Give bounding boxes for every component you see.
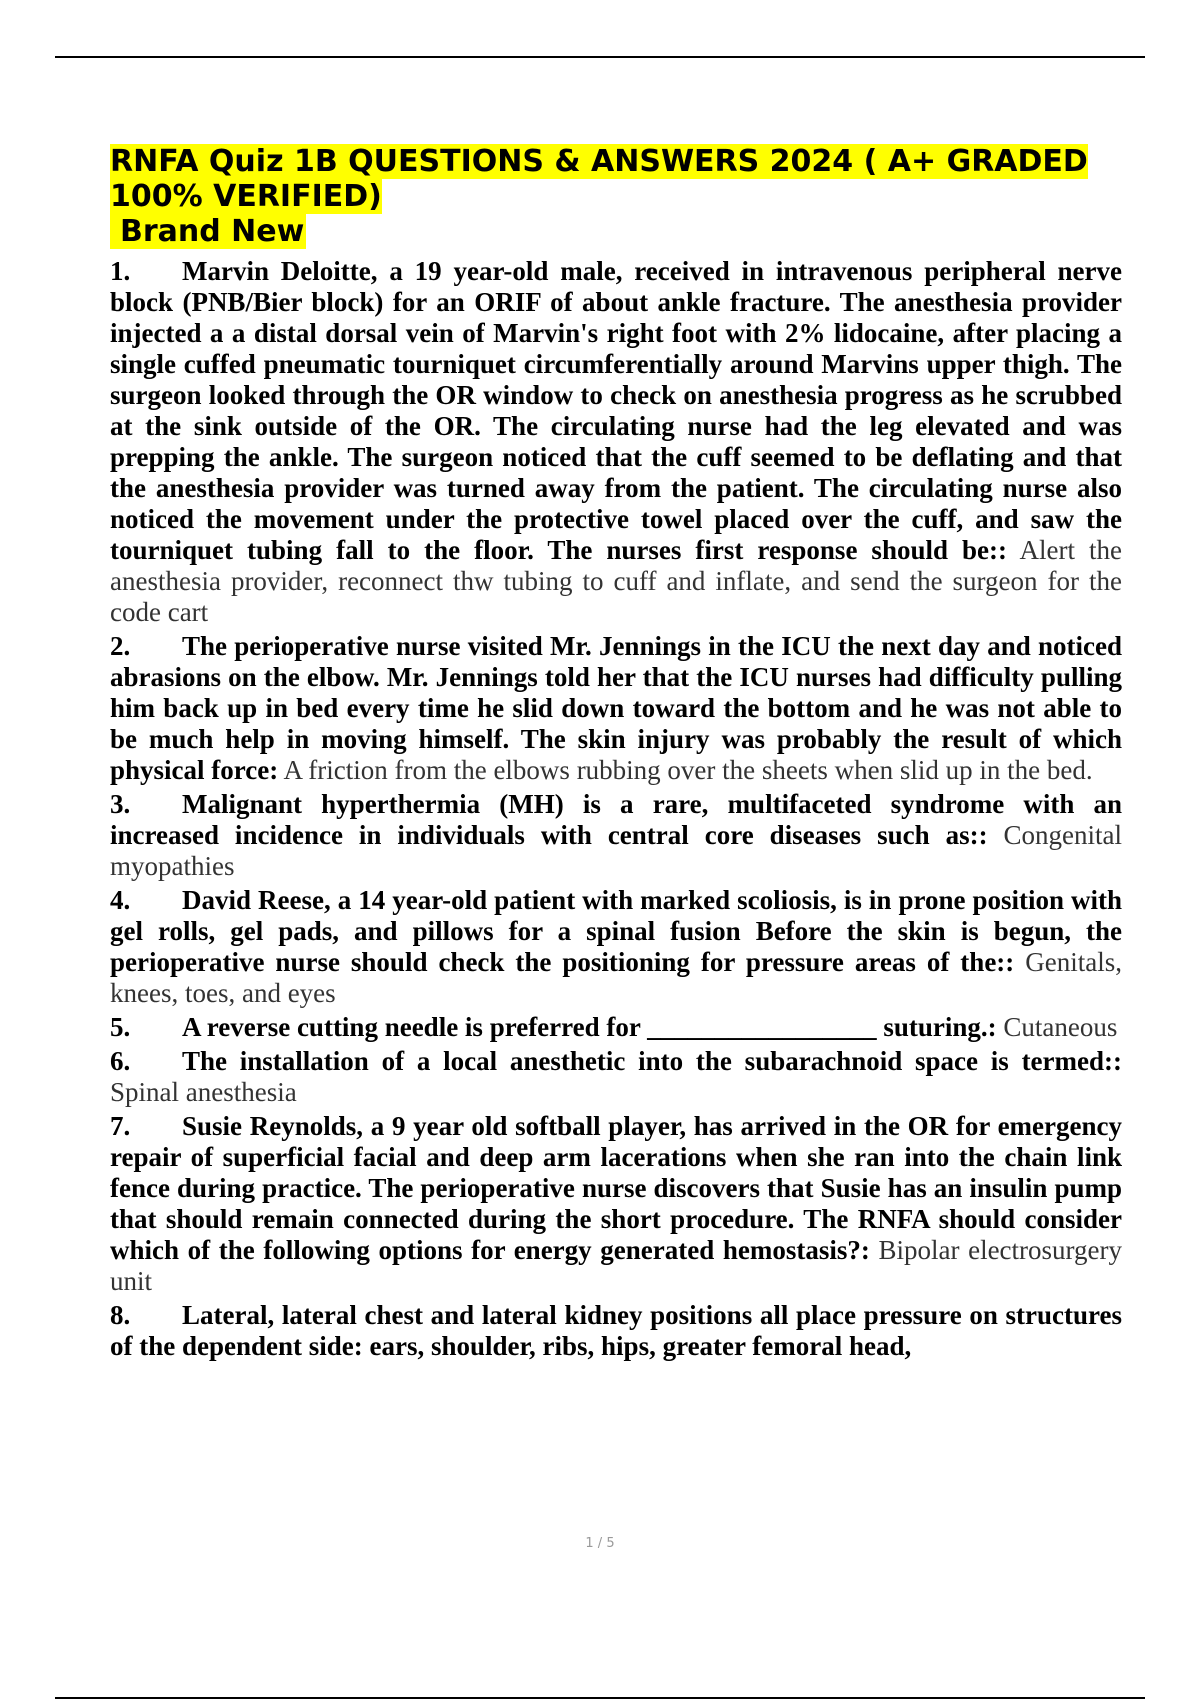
question-number: 3. [110,789,131,819]
question-item [110,256,1122,628]
question-item [110,1111,1122,1297]
answer-text: Spinal anesthesia [110,1077,297,1107]
bottom-rule [55,1697,1145,1699]
document-title: RNFA Quiz 1B QUESTIONS & ANSWERS 2024 ( A+ GRADED 100% VERIFIED) [110,144,1088,214]
question-number: 7. [110,1111,131,1141]
question-number: 4. [110,885,131,915]
answer-text: A friction from the elbows rubbing over the sheets when slid up in the bed. [283,755,1093,785]
question-item [110,631,1122,786]
document-body [110,144,1122,1365]
question-text: A reverse cutting needle is preferred for _________________ suturing.: [182,1012,997,1042]
question-text: The installation of a local anesthetic into the subarachnoid space is termed:: [182,1046,1122,1076]
top-rule [55,56,1145,58]
question-number: 6. [110,1046,131,1076]
answer-text: Bipolar electrosurgery unit [110,1235,1123,1296]
question-item [110,789,1122,882]
question-text: Marvin Deloitte, a 19 year-old male, received in intravenous peripheral nerve block (PNB/Bier block) for an ORIF of about ankle fracture. The anesthesia provider injected a a distal dorsal vein of Marvin's right foot with 2% lidocaine, after placing a single cuffed pneumatic tourniquet circumferentially around Marvins upper thigh. The surgeon looked through the OR window to check on anesthesia progress as he scrubbed at the sink outside of the OR. The circulating nurse had the leg elevated and was prepping the ankle. The surgeon noticed that the cuff seemed to be deflating and that the anesthesia provider was turned away from the patient. The circulating nurse also noticed the movement under the protective towel placed over the cuff, and saw the tourniquet tubing fall to the floor. The nurses first response should be:: [110,256,1122,565]
question-text: David Reese, a 14 year-old patient with marked scoliosis, is in prone position with gel rolls, gel pads, and pillows for a spinal fusion Before the skin is begun, the perioperative nurse should check the positioning for pressure areas of the:: [110,885,1122,977]
page-number: 1 / 5 [585,1536,615,1551]
question-number: 5. [110,1012,131,1042]
question-number: 1. [110,256,131,286]
question-text: Lateral, lateral chest and lateral kidney positions all place pressure on structures of the dependent side: ears, shoulder, ribs, hips, greater femoral head, [110,1300,1122,1361]
question-number: 2. [110,631,131,661]
question-item [110,1300,1122,1362]
answer-text: Alert the anesthesia provider, reconnect thw tubing to cuff and inflate, and send the surgeon for the code cart [110,535,1123,627]
document-subtitle: Brand New [110,214,1122,250]
question-item [110,1012,1122,1043]
answer-text: Congenital myopathies [110,820,1122,881]
question-item [110,1046,1122,1108]
question-text: Susie Reynolds, a 9 year old softball player, has arrived in the OR for emergency repair of superficial facial and deep arm lacerations when she ran into the chain link fence during practice. The perioperative nurse discovers that Susie has an insulin pump that should remain connected during the short procedure. The RNFA should consider which of the following options for energy generated hemostasis?: [110,1111,1122,1265]
question-text: Malignant hyperthermia (MH) is a rare, multifaceted syndrome with an increased incidence in individuals with central core diseases such as:: [110,789,1122,850]
question-number: 8. [110,1300,131,1330]
answer-text: Cutaneous [1003,1012,1118,1042]
question-text: The perioperative nurse visited Mr. Jennings in the ICU the next day and noticed abrasions on the elbow. Mr. Jennings told her that the ICU nurses had difficulty pulling him back up in bed every time he slid down toward the bottom and he was not able to be much help in moving himself. The skin injury was probably the result of which physical force: [110,631,1122,785]
question-item [110,885,1122,1009]
answer-text: Genitals, knees, toes, and eyes [110,947,1123,1008]
